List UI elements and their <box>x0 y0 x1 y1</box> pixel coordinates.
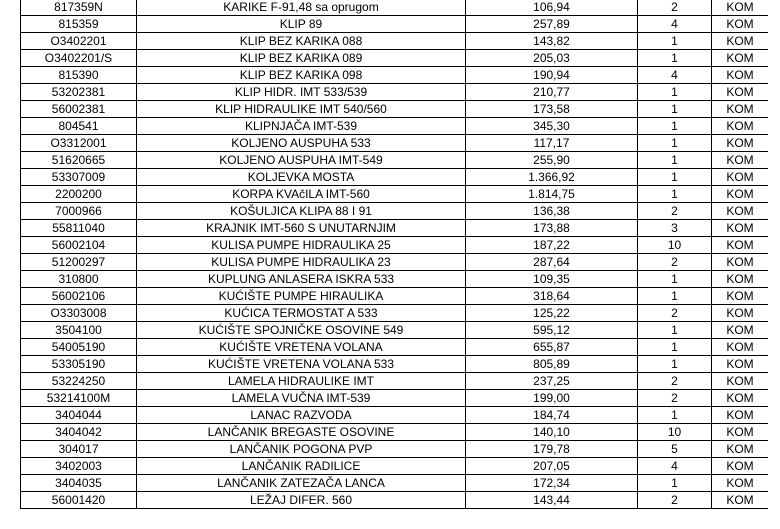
unit-price-cell: 205,03 <box>466 50 638 67</box>
table-row <box>21 237 769 254</box>
unit-of-measure-cell: KOM <box>712 135 769 152</box>
unit-of-measure-cell: KOM <box>712 322 769 339</box>
part-code-cell: 56002381 <box>21 101 137 118</box>
table-row <box>21 356 769 373</box>
quantity-cell: 1 <box>638 356 712 373</box>
unit-price-cell: 655,87 <box>466 339 638 356</box>
unit-price-cell: 1.366,92 <box>466 169 638 186</box>
table-row <box>21 271 769 288</box>
table-row <box>21 288 769 305</box>
quantity-cell: 4 <box>638 16 712 33</box>
table-row <box>21 220 769 237</box>
quantity-cell: 10 <box>638 237 712 254</box>
part-code-cell: 3404042 <box>21 424 137 441</box>
part-code-cell: 54005190 <box>21 339 137 356</box>
unit-of-measure-cell: KOM <box>712 118 769 135</box>
part-name-cell: KLIP BEZ KARIKA 098 <box>137 67 466 84</box>
part-code-cell: 815359 <box>21 16 137 33</box>
table-row <box>21 118 769 135</box>
unit-price-cell: 318,64 <box>466 288 638 305</box>
table-row <box>21 458 769 475</box>
unit-price-cell: 190,94 <box>466 67 638 84</box>
quantity-cell: 1 <box>638 118 712 135</box>
table-row <box>21 67 769 84</box>
unit-of-measure-cell: KOM <box>712 16 769 33</box>
table-row <box>21 424 769 441</box>
table-row <box>21 339 769 356</box>
unit-of-measure-cell: KOM <box>712 373 769 390</box>
table-row <box>21 33 769 50</box>
part-name-cell: KUĆIŠTE PUMPE HIRAULIKA <box>137 288 466 305</box>
part-name-cell: KORPA KVAčILA IMT-560 <box>137 186 466 203</box>
quantity-cell: 1 <box>638 169 712 186</box>
part-name-cell: KOLJENO AUSPUHA IMT-549 <box>137 152 466 169</box>
part-name-cell: LEŽAJ DIFER. 560 <box>137 492 466 509</box>
part-name-cell: KLIP HIDRAULIKE IMT 540/560 <box>137 101 466 118</box>
unit-of-measure-cell: KOM <box>712 50 769 67</box>
unit-price-cell: 140,10 <box>466 424 638 441</box>
quantity-cell: 1 <box>638 33 712 50</box>
part-code-cell: 304017 <box>21 441 137 458</box>
part-code-cell: 53305190 <box>21 356 137 373</box>
table-row <box>21 407 769 424</box>
part-code-cell: 53224250 <box>21 373 137 390</box>
unit-price-cell: 143,82 <box>466 33 638 50</box>
unit-of-measure-cell: KOM <box>712 458 769 475</box>
quantity-cell: 2 <box>638 373 712 390</box>
quantity-cell: 4 <box>638 67 712 84</box>
part-code-cell: 3402003 <box>21 458 137 475</box>
part-name-cell: KOLJENO AUSPUHA 533 <box>137 135 466 152</box>
unit-of-measure-cell: KOM <box>712 305 769 322</box>
unit-price-cell: 1.814,75 <box>466 186 638 203</box>
unit-of-measure-cell: KOM <box>712 0 769 16</box>
unit-of-measure-cell: KOM <box>712 390 769 407</box>
table-row <box>21 186 769 203</box>
part-code-cell: 56002104 <box>21 237 137 254</box>
part-name-cell: LANAC RAZVODA <box>137 407 466 424</box>
part-code-cell: 804541 <box>21 118 137 135</box>
unit-price-cell: 210,77 <box>466 84 638 101</box>
unit-price-cell: 173,88 <box>466 220 638 237</box>
part-name-cell: LAMELA VUČNA IMT-539 <box>137 390 466 407</box>
unit-price-cell: 287,64 <box>466 254 638 271</box>
unit-of-measure-cell: KOM <box>712 152 769 169</box>
table-row <box>21 169 769 186</box>
part-name-cell: KUĆICA TERMOSTAT A 533 <box>137 305 466 322</box>
part-code-cell: 2200200 <box>21 186 137 203</box>
quantity-cell: 1 <box>638 50 712 67</box>
quantity-cell: 1 <box>638 135 712 152</box>
unit-of-measure-cell: KOM <box>712 84 769 101</box>
unit-price-cell: 173,58 <box>466 101 638 118</box>
unit-of-measure-cell: KOM <box>712 220 769 237</box>
part-code-cell: 56002106 <box>21 288 137 305</box>
quantity-cell: 1 <box>638 186 712 203</box>
part-name-cell: KUĆIŠTE VRETENA VOLANA 533 <box>137 356 466 373</box>
unit-of-measure-cell: KOM <box>712 33 769 50</box>
part-name-cell: KRAJNIK IMT-560 S UNUTARNJIM <box>137 220 466 237</box>
part-name-cell: LANČANIK ZATEZAČA LANCA <box>137 475 466 492</box>
part-code-cell: 815390 <box>21 67 137 84</box>
part-code-cell: 51620665 <box>21 152 137 169</box>
part-name-cell: LANČANIK POGONA PVP <box>137 441 466 458</box>
unit-price-cell: 172,34 <box>466 475 638 492</box>
quantity-cell: 10 <box>638 424 712 441</box>
part-code-cell: 310800 <box>21 271 137 288</box>
part-name-cell: LAMELA HIDRAULIKE IMT <box>137 373 466 390</box>
unit-price-cell: 184,74 <box>466 407 638 424</box>
unit-price-cell: 199,00 <box>466 390 638 407</box>
part-name-cell: KLIP 89 <box>137 16 466 33</box>
table-row <box>21 322 769 339</box>
part-code-cell: 7000966 <box>21 203 137 220</box>
part-code-cell: 53202381 <box>21 84 137 101</box>
table-row <box>21 305 769 322</box>
table-row <box>21 475 769 492</box>
part-code-cell: O3303008 <box>21 305 137 322</box>
price-list-sheet <box>20 0 768 529</box>
unit-price-cell: 345,30 <box>466 118 638 135</box>
unit-price-cell: 257,89 <box>466 16 638 33</box>
part-name-cell: KARIKE F-91,48 sa oprugom <box>137 0 466 16</box>
unit-of-measure-cell: KOM <box>712 492 769 509</box>
part-code-cell: 3404044 <box>21 407 137 424</box>
unit-price-cell: 255,90 <box>466 152 638 169</box>
table-row <box>21 441 769 458</box>
table-row <box>21 254 769 271</box>
table-row <box>21 390 769 407</box>
part-code-cell: 817359N <box>21 0 137 16</box>
table-row <box>21 101 769 118</box>
unit-of-measure-cell: KOM <box>712 254 769 271</box>
unit-of-measure-cell: KOM <box>712 101 769 118</box>
unit-price-cell: 106,94 <box>466 0 638 16</box>
unit-of-measure-cell: KOM <box>712 424 769 441</box>
unit-of-measure-cell: KOM <box>712 441 769 458</box>
unit-price-cell: 117,17 <box>466 135 638 152</box>
table-row <box>21 0 769 16</box>
quantity-cell: 1 <box>638 407 712 424</box>
part-code-cell: O3312001 <box>21 135 137 152</box>
quantity-cell: 1 <box>638 475 712 492</box>
unit-of-measure-cell: KOM <box>712 339 769 356</box>
part-code-cell: 51200297 <box>21 254 137 271</box>
quantity-cell: 5 <box>638 441 712 458</box>
part-name-cell: KUĆIŠTE VRETENA VOLANA <box>137 339 466 356</box>
table-row <box>21 16 769 33</box>
table-row <box>21 492 769 509</box>
unit-price-cell: 805,89 <box>466 356 638 373</box>
part-code-cell: 56001420 <box>21 492 137 509</box>
part-code-cell: 53307009 <box>21 169 137 186</box>
unit-of-measure-cell: KOM <box>712 475 769 492</box>
part-code-cell: O3402201 <box>21 33 137 50</box>
table-row <box>21 152 769 169</box>
quantity-cell: 2 <box>638 305 712 322</box>
unit-price-cell: 136,38 <box>466 203 638 220</box>
table-row <box>21 135 769 152</box>
unit-price-cell: 237,25 <box>466 373 638 390</box>
quantity-cell: 1 <box>638 339 712 356</box>
table-row <box>21 373 769 390</box>
table-row <box>21 84 769 101</box>
unit-of-measure-cell: KOM <box>712 169 769 186</box>
unit-price-cell: 109,35 <box>466 271 638 288</box>
part-name-cell: LANČANIK RADILICE <box>137 458 466 475</box>
unit-price-cell: 207,05 <box>466 458 638 475</box>
part-code-cell: O3402201/S <box>21 50 137 67</box>
part-name-cell: KOLJEVKA MOSTA <box>137 169 466 186</box>
part-name-cell: LANČANIK BREGASTE OSOVINE <box>137 424 466 441</box>
part-name-cell: KLIP HIDR. IMT 533/539 <box>137 84 466 101</box>
part-name-cell: KULISA PUMPE HIDRAULIKA 23 <box>137 254 466 271</box>
quantity-cell: 2 <box>638 203 712 220</box>
unit-of-measure-cell: KOM <box>712 203 769 220</box>
quantity-cell: 1 <box>638 84 712 101</box>
part-name-cell: KUĆIŠTE SPOJNIČKE OSOVINE 549 <box>137 322 466 339</box>
part-code-cell: 3504100 <box>21 322 137 339</box>
unit-price-cell: 179,78 <box>466 441 638 458</box>
part-name-cell: KLIPNJAČA IMT-539 <box>137 118 466 135</box>
unit-of-measure-cell: KOM <box>712 237 769 254</box>
quantity-cell: 2 <box>638 492 712 509</box>
unit-of-measure-cell: KOM <box>712 67 769 84</box>
part-name-cell: KLIP BEZ KARIKA 088 <box>137 33 466 50</box>
quantity-cell: 2 <box>638 254 712 271</box>
quantity-cell: 2 <box>638 0 712 16</box>
quantity-cell: 1 <box>638 152 712 169</box>
part-code-cell: 53214100M <box>21 390 137 407</box>
table-row <box>21 203 769 220</box>
quantity-cell: 1 <box>638 288 712 305</box>
unit-price-cell: 595,12 <box>466 322 638 339</box>
quantity-cell: 1 <box>638 101 712 118</box>
unit-of-measure-cell: KOM <box>712 288 769 305</box>
quantity-cell: 4 <box>638 458 712 475</box>
part-name-cell: KUPLUNG ANLASERA ISKRA 533 <box>137 271 466 288</box>
table-row <box>21 50 769 67</box>
unit-of-measure-cell: KOM <box>712 356 769 373</box>
part-code-cell: 55811040 <box>21 220 137 237</box>
unit-of-measure-cell: KOM <box>712 407 769 424</box>
unit-price-cell: 125,22 <box>466 305 638 322</box>
part-name-cell: KULISA PUMPE HIDRAULIKA 25 <box>137 237 466 254</box>
part-name-cell: KOŠULJICA KLIPA 88 I 91 <box>137 203 466 220</box>
part-code-cell: 3404035 <box>21 475 137 492</box>
unit-price-cell: 143,44 <box>466 492 638 509</box>
quantity-cell: 2 <box>638 390 712 407</box>
quantity-cell: 1 <box>638 271 712 288</box>
unit-of-measure-cell: KOM <box>712 186 769 203</box>
quantity-cell: 3 <box>638 220 712 237</box>
quantity-cell: 1 <box>638 322 712 339</box>
parts-table <box>20 0 768 509</box>
part-name-cell: KLIP BEZ KARIKA 089 <box>137 50 466 67</box>
unit-price-cell: 187,22 <box>466 237 638 254</box>
parts-table-body <box>21 0 769 509</box>
unit-of-measure-cell: KOM <box>712 271 769 288</box>
